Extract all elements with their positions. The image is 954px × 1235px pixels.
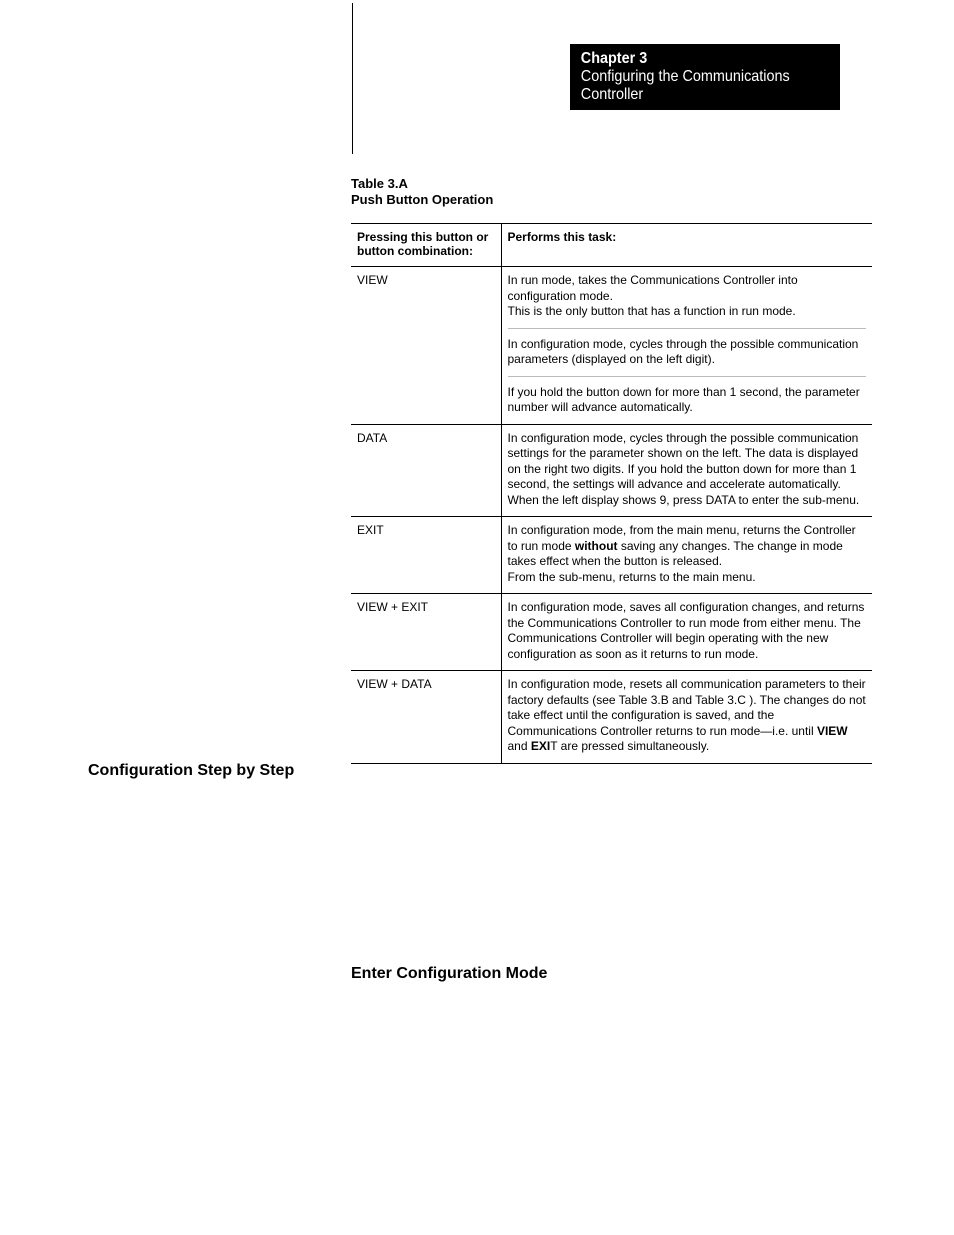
chapter-title-line2: Controller [580, 86, 644, 103]
button-cell: EXIT [351, 517, 501, 594]
task-emphasis: without [574, 538, 618, 553]
task-cell [501, 424, 872, 517]
button-cell: VIEW + EXIT [351, 594, 501, 671]
task-cell: In configuration mode, saves all configuration changes, and returns the Communications Controller to run mode from either menu. The Communications Controller will begin operating with the new configuration as soon as it returns to run mode. [507, 600, 865, 661]
table-title: Push Button Operation [351, 192, 494, 207]
task-line: When the left display shows 9, press DATA to enter the sub-menu. [507, 492, 860, 507]
task-line: In configuration mode, cycles through the possible communication settings for the parameter shown on the left. The data is displayed on the right two digits. If you hold the button down for more than 1 second, the settings will advance and accelerate automatically. [507, 430, 859, 491]
task-text: T are pressed simultaneously. [550, 739, 710, 753]
task-line [508, 523, 867, 570]
table-row [351, 424, 872, 517]
task-text: In configuration mode, from the main menu, returns the Controller to run mode [507, 523, 856, 553]
table-row [351, 594, 872, 671]
task-paragraph: In configuration mode, cycles through the possible communication parameters (displayed on the left digit). [508, 328, 867, 368]
task-text: In configuration mode, resets all communication parameters to their factory defaults (see Table 3.B and Table 3.C ). The changes do not take effect until the configuration is saved, and the Communications Controller returns to run mode—i.e. until [507, 677, 866, 738]
button-cell: VIEW + DATA [351, 671, 501, 764]
table-row [351, 671, 872, 764]
table-row [351, 517, 872, 594]
table-number: Table 3.A [351, 176, 408, 191]
button-cell: VIEW [351, 267, 501, 425]
button-cell: DATA [351, 424, 501, 517]
task-cell [501, 267, 872, 425]
chapter-number: Chapter 3 [580, 50, 648, 67]
task-text: saving any changes. The change in mode takes effect when the button is released. [507, 538, 843, 568]
task-line: From the sub-menu, returns to the main menu. [507, 569, 756, 584]
task-paragraph [508, 273, 867, 320]
task-paragraph: If you hold the button down for more than 1 second, the parameter number will advance automatically. [508, 376, 867, 416]
task-cell [501, 517, 872, 594]
col-header-button: Pressing this button or button combination: [351, 224, 501, 267]
task-cell [501, 671, 872, 764]
table-header-row [351, 224, 872, 267]
table-caption [351, 176, 493, 208]
section-heading-config-step: Configuration Step by Step [88, 762, 295, 779]
task-emphasis: VIEW [816, 723, 848, 738]
task-line: In run mode, takes the Communications Controller into configuration mode. [507, 273, 798, 303]
chapter-title-line1: Configuring the Communications [580, 68, 790, 85]
task-line: This is the only button that has a function in run mode. [507, 304, 796, 318]
push-button-table [351, 223, 872, 764]
chapter-header [570, 44, 840, 110]
margin-rule [352, 3, 353, 154]
task-text: and [507, 739, 531, 753]
table-row [351, 267, 872, 425]
col-header-task: Performs this task: [507, 230, 617, 244]
task-emphasis: EXI [530, 739, 551, 753]
section-heading-enter-config: Enter Configuration Mode [351, 965, 548, 982]
